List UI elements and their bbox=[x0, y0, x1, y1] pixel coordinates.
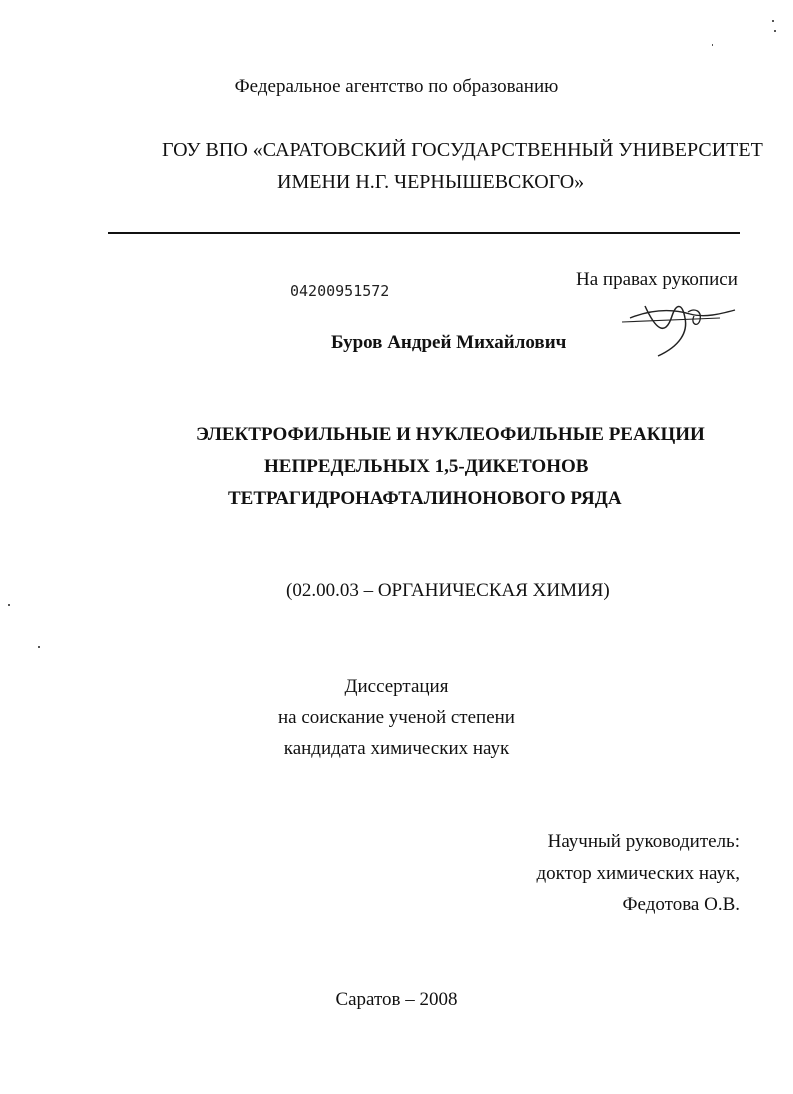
agency-name: Федеральное агентство по образованию bbox=[234, 76, 559, 97]
degree-line1: Диссертация bbox=[344, 676, 449, 697]
supervisor-label: Научный руководитель: bbox=[547, 831, 740, 852]
scan-speck bbox=[712, 44, 713, 46]
university-name-line2: ИМЕНИ Н.Г. ЧЕРНЫШЕВСКОГО» bbox=[277, 171, 585, 193]
degree-line2: на соискание ученой степени bbox=[278, 707, 515, 728]
scan-speck bbox=[8, 604, 10, 606]
scan-speck bbox=[772, 20, 774, 22]
thesis-title-line3: ТЕТРАГИДРОНАФТАЛИНОНОВОГО РЯДА bbox=[228, 488, 622, 509]
scan-speck bbox=[38, 646, 40, 648]
manuscript-note: На правах рукописи bbox=[576, 269, 738, 290]
header-divider bbox=[108, 232, 740, 234]
supervisor-degree: доктор химических наук, bbox=[536, 863, 740, 884]
thesis-title-line2: НЕПРЕДЕЛЬНЫХ 1,5-ДИКЕТОНОВ bbox=[264, 456, 589, 477]
specialty-code: (02.00.03 – ОРГАНИЧЕСКАЯ ХИМИЯ) bbox=[286, 580, 610, 601]
author-name: Буров Андрей Михайлович bbox=[331, 332, 567, 353]
thesis-title-line1: ЭЛЕКТРОФИЛЬНЫЕ И НУКЛЕОФИЛЬНЫЕ РЕАКЦИИ bbox=[196, 424, 705, 445]
degree-line3: кандидата химических наук bbox=[283, 738, 510, 759]
city-year: Саратов – 2008 bbox=[335, 989, 458, 1010]
supervisor-name: Федотова О.В. bbox=[622, 894, 740, 915]
university-name-line1: ГОУ ВПО «САРАТОВСКИЙ ГОСУДАРСТВЕННЫЙ УНИВЕРСИТЕТ bbox=[162, 139, 763, 161]
library-stamp-number: 04200951572 bbox=[290, 282, 390, 300]
scan-speck bbox=[774, 30, 776, 32]
signature-mark bbox=[610, 288, 740, 360]
